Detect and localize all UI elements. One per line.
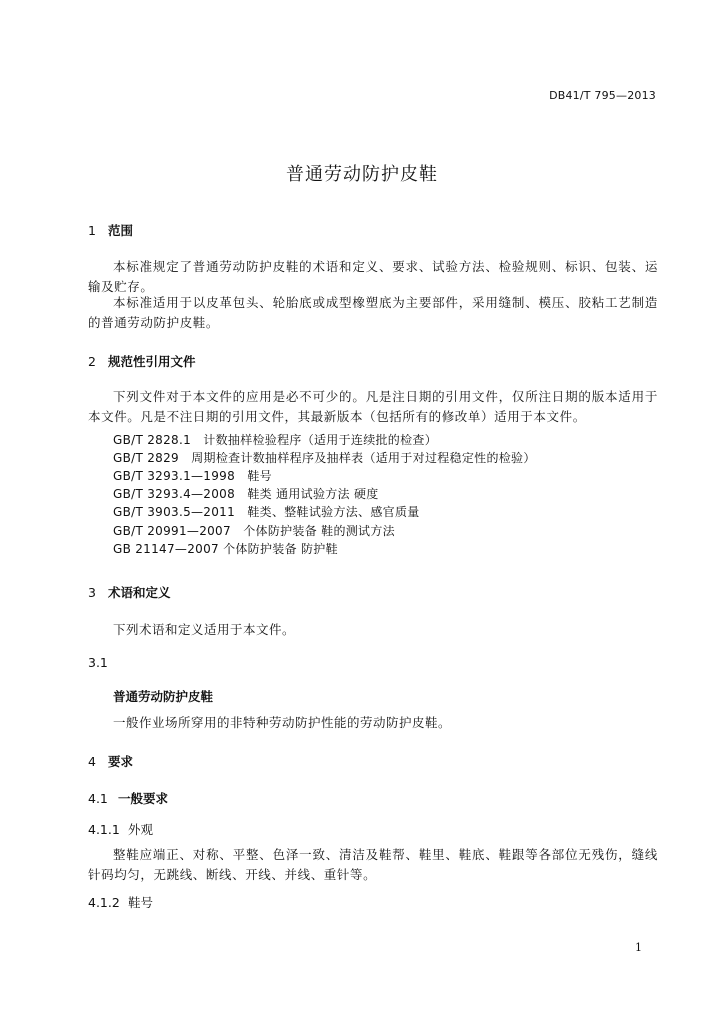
reference-item: GB/T 2829 周期检查计数抽样程序及抽样表（适用于对过程稳定性的检验） xyxy=(113,451,536,465)
subsection-4-1-heading xyxy=(88,789,168,807)
section-number: 3 xyxy=(88,585,96,600)
section-4-heading xyxy=(88,752,133,770)
subsection-title: 一般要求 xyxy=(118,791,169,806)
reference-item: GB/T 3293.1—1998 鞋号 xyxy=(113,469,272,483)
section-number: 1 xyxy=(88,223,96,238)
section-3-heading xyxy=(88,583,171,601)
subsection-title: 鞋号 xyxy=(128,895,154,910)
page-number: 1 xyxy=(635,941,642,954)
section-1-paragraph-1: 本标准规定了普通劳动防护皮鞋的术语和定义、要求、试验方法、检验规则、标识、包装、运输及贮存。 xyxy=(88,259,658,294)
section-title: 范围 xyxy=(108,223,134,238)
subsection-number: 4.1 xyxy=(88,791,108,806)
document-id: DB41/T 795—2013 xyxy=(549,89,656,102)
reference-item: GB/T 20991—2007 个体防护装备 鞋的测试方法 xyxy=(113,524,395,538)
document-title: 普通劳动防护皮鞋 xyxy=(286,164,438,185)
subsection-title: 外观 xyxy=(128,822,154,837)
section-title: 术语和定义 xyxy=(108,585,171,600)
section-1-paragraph-2: 本标准适用于以皮革包头、轮胎底或成型橡塑底为主要部件，采用缝制、模压、胶粘工艺制造的普通劳动防护皮鞋。 xyxy=(88,295,658,330)
section-2-intro: 下列文件对于本文件的应用是必不可少的。凡是注日期的引用文件，仅所注日期的版本适用于本文件。凡是不注日期的引用文件，其最新版本（包括所有的修改单）适用于本文件。 xyxy=(88,389,658,424)
reference-item: GB/T 3293.4—2008 鞋类 通用试验方法 硬度 xyxy=(113,487,379,501)
section-title: 要求 xyxy=(108,754,134,769)
section-2-heading xyxy=(88,352,196,370)
section-title: 规范性引用文件 xyxy=(108,354,196,369)
term-definition: 一般作业场所穿用的非特种劳动防护性能的劳动防护皮鞋。 xyxy=(113,715,452,730)
subsection-number: 4.1.1 xyxy=(88,822,120,837)
subsection-3-1-number: 3.1 xyxy=(88,655,108,670)
section-3-intro: 下列术语和定义适用于本文件。 xyxy=(113,622,296,637)
subsection-4-1-2-heading xyxy=(88,893,153,911)
section-number: 4 xyxy=(88,754,96,769)
subsection-number: 4.1.2 xyxy=(88,895,120,910)
section-1-heading xyxy=(88,221,133,239)
subsection-4-1-1-text: 整鞋应端正、对称、平整、色泽一致、清洁及鞋帮、鞋里、鞋底、鞋跟等各部位无残伤，缝线针码均匀，无跳线、断线、开线、并线、重针等。 xyxy=(88,847,658,882)
subsection-4-1-1-heading xyxy=(88,820,153,838)
reference-item: GB 21147—2007 个体防护装备 防护鞋 xyxy=(113,542,338,556)
reference-item: GB/T 2828.1 计数抽样检验程序（适用于连续批的检查） xyxy=(113,433,438,447)
term-name: 普通劳动防护皮鞋 xyxy=(113,689,214,704)
reference-item: GB/T 3903.5—2011 鞋类、整鞋试验方法、感官质量 xyxy=(113,505,420,519)
section-number: 2 xyxy=(88,354,96,369)
